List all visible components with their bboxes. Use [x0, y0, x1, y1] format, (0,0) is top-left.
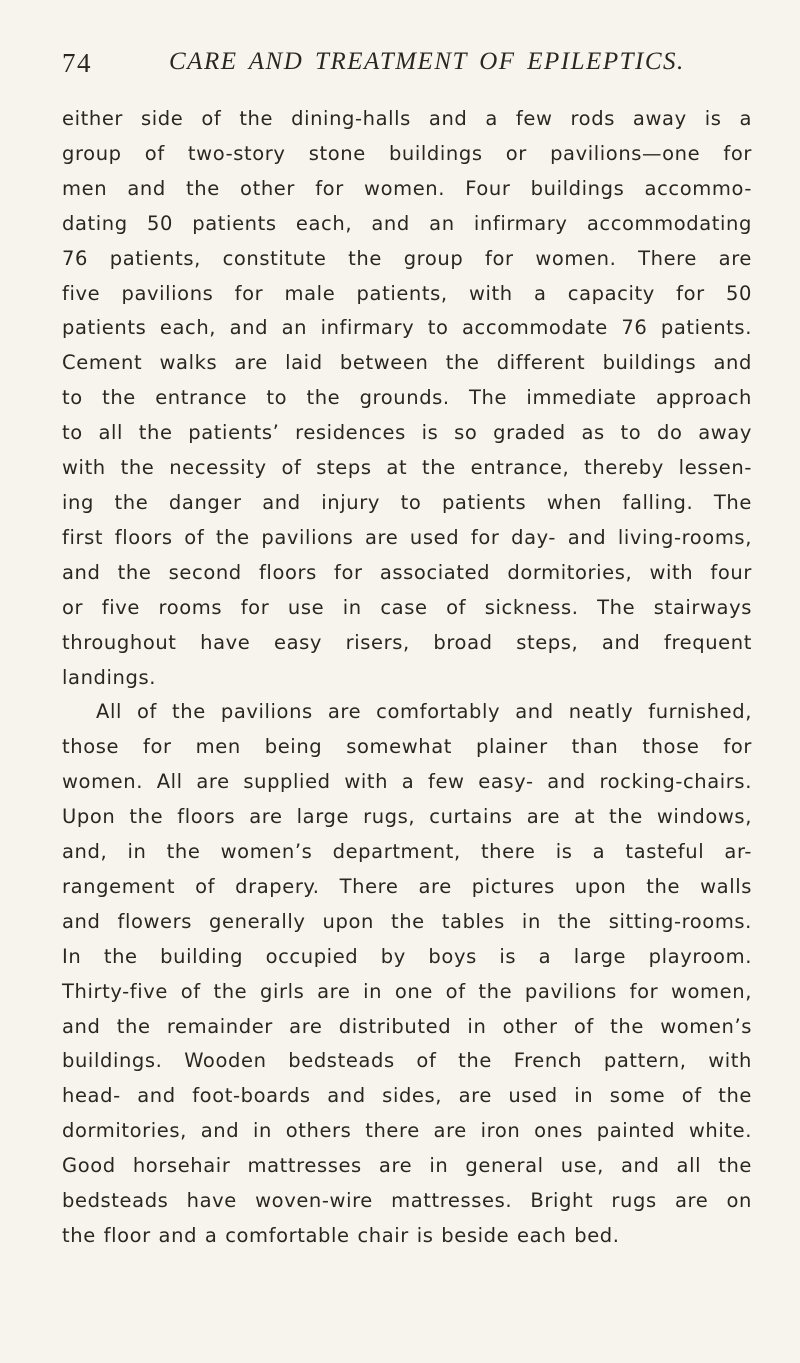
text-line: with the necessity of steps at the entrance, thereby lessen- — [62, 456, 752, 480]
text-line: dating 50 patients each, and an infirmary accommodating — [62, 211, 752, 235]
text-line: five pavilions for male patients, with a capacity for 50 — [62, 281, 752, 305]
text-line: ing the danger and injury to patients when falling. The — [62, 490, 752, 514]
text-line: and, in the women’s department, there is a tasteful ar- — [62, 840, 752, 864]
text-line: rangement of drapery. There are pictures upon the walls — [62, 874, 752, 898]
text-line: to the entrance to the grounds. The immediate approach — [62, 386, 752, 410]
text-line: either side of the dining-halls and a few rods away is a — [62, 107, 752, 130]
running-head — [62, 48, 752, 88]
text-line: and flowers generally upon the tables in the sitting-rooms. — [62, 909, 752, 933]
text-line: Cement walks are laid between the different buildings and — [62, 351, 752, 375]
text-line: Thirty-five of the girls are in one of the pavilions for women, — [62, 979, 752, 1003]
text-line: to all the patients’ residences is so graded as to do away — [62, 421, 752, 445]
text-line: and the second floors for associated dormitories, with four — [62, 560, 752, 584]
text-line: women. All are supplied with a few easy- and rocking-chairs. — [62, 770, 752, 794]
text-line: Good horsehair mattresses are in general use, and all the — [62, 1154, 752, 1178]
text-line: 76 patients, constitute the group for women. There are — [62, 246, 752, 270]
text-line: In the building occupied by boys is a large playroom. — [62, 944, 752, 968]
text-line: group of two-story stone buildings or pavilions—one for — [62, 141, 752, 165]
text-line: the floor and a comfortable chair is beside each bed. — [62, 1224, 620, 1247]
text-line: buildings. Wooden bedsteads of the French pattern, with — [62, 1049, 752, 1073]
text-line: All of the pavilions are comfortably and neatly furnished, — [96, 700, 752, 724]
body-text — [62, 102, 752, 1254]
text-line: and the remainder are distributed in other of the women’s — [62, 1014, 752, 1038]
page-number: 74 — [62, 48, 92, 78]
text-line: those for men being somewhat plainer than those for — [62, 735, 752, 759]
text-line: men and the other for women. Four buildings accommo- — [62, 176, 752, 200]
text-line: bedsteads have woven-wire mattresses. Bright rugs are on — [62, 1189, 752, 1213]
text-line: first floors of the pavilions are used for day- and living-rooms, — [62, 525, 752, 549]
text-line: or five rooms for use in case of sickness. The stairways — [62, 595, 752, 619]
text-line: Upon the floors are large rugs, curtains are at the windows, — [62, 805, 752, 829]
text-line: dormitories, and in others there are iron ones painted white. — [62, 1119, 752, 1143]
text-line: head- and foot-boards and sides, are used in some of the — [62, 1084, 752, 1108]
text-line: landings. — [62, 665, 157, 689]
text-line: throughout have easy risers, broad steps, and frequent — [62, 630, 752, 654]
running-title: CARE AND TREATMENT OF EPILEPTICS. — [169, 48, 685, 75]
text-line: patients each, and an infirmary to accommodate 76 patients. — [62, 316, 752, 340]
